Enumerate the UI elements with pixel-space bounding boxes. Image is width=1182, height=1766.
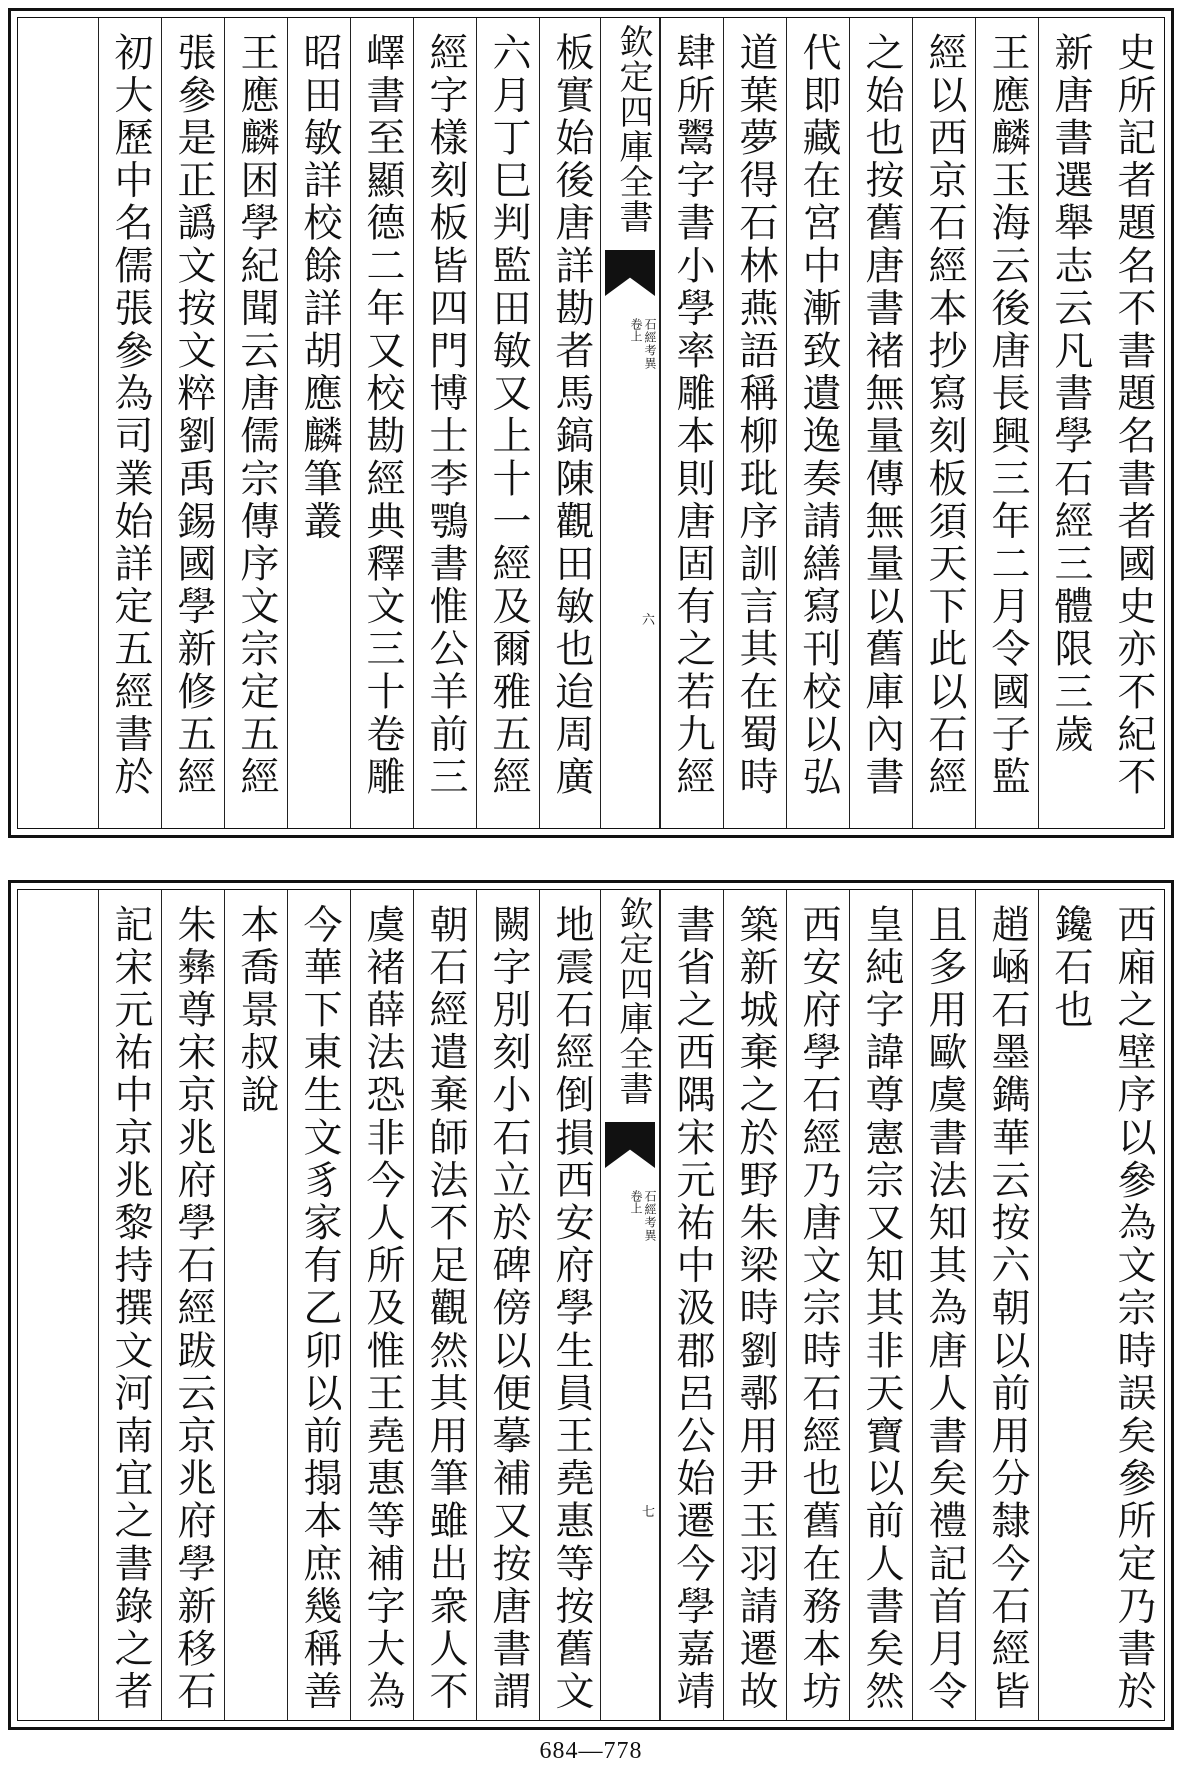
text-column: 朝石經遣棄師法不足觀然其用筆雖出衆人不 [413,890,476,1720]
gutter-title: 欽定四庫全書 [613,896,653,1106]
fish-tail-mark-icon [605,250,655,296]
center-gutter [600,890,660,1720]
bottom-page-panel [8,880,1174,1730]
text-column: 且多用歐虞書法知其為唐人書矣禮記首月令 [912,890,975,1720]
text-column: 王應麟玉海云後唐長興三年二月令國子監 [975,18,1038,828]
text-column: 代即藏在宮中漸致遺逸奏請繕寫刊校以弘 [786,18,849,828]
fish-tail-mark-icon [605,1122,655,1168]
text-column: 嶧書至顯德二年又校勘經典釋文三十卷雕 [350,18,413,828]
text-column: 朱彝尊宋京兆府學石經跋云京兆府學新移石 [161,890,224,1720]
top-page-frame [17,17,1165,829]
page-number: 684—778 [539,1738,643,1764]
gutter-volume: 卷上 [629,1190,643,1214]
text-column: 虞褚薛法恐非今人所及惟王堯惠等補字大為 [350,890,413,1720]
gutter-book-title: 石經考異 [643,1190,657,1242]
text-column: 六月丁巳判監田敏又上十一經及爾雅五經 [476,18,539,828]
gutter-title: 欽定四庫全書 [613,24,653,234]
text-column: 張參是正譌文按文粹劉禹錫國學新修五經 [161,18,224,828]
text-column: 史所記者題名不書題名書者國史亦不紀不 [1111,32,1156,799]
gutter-page-number: 七 [641,1505,655,1520]
text-column: 趙崡石墨鐫華云按六朝以前用分隸今石經皆 [975,890,1038,1720]
text-column: 之始也按舊唐書褚無量傳無量以舊庫內書 [849,18,912,828]
text-column: 本喬景叔說 [224,890,287,1720]
text-column: 鑱石也 [1038,890,1101,1720]
text-column: 西安府學石經乃唐文宗時石經也舊在務本坊 [786,890,849,1720]
text-column: 皇純字諱尊憲宗又知其非天寶以前人書矣然 [849,890,912,1720]
text-column: 地震石經倒損西安府學生員王堯惠等按舊文 [539,890,602,1720]
text-column: 闕字別刻小石立於碑傍以便摹補又按唐書謂 [476,890,539,1720]
text-column: 築新城棄之於野朱梁時劉鄩用尹玉羽請遷故 [723,890,786,1720]
text-column: 道葉夢得石林燕語稱柳玭序訓言其在蜀時 [723,18,786,828]
text-column: 經以西京石經本抄寫刻板須天下此以石經 [912,18,975,828]
text-column: 西廂之壁序以參為文宗時誤矣參所定乃書於 [1111,904,1156,1714]
center-gutter [600,18,660,828]
text-column: 昭田敏詳校餘詳胡應麟筆叢 [287,18,350,828]
text-column: 肆所鬻字書小學率雕本則唐固有之若九經 [660,18,723,828]
text-column: 經字樣刻板皆四門博士李鶚書惟公羊前三 [413,18,476,828]
text-column: 初大歷中名儒張參為司業始詳定五經書於 [98,18,161,828]
text-column: 記宋元祐中京兆黎持撰文河南宜之書錄之者 [98,890,161,1720]
text-column: 板實始後唐詳勘者馬鎬陳觀田敏也迨周廣 [539,18,602,828]
gutter-page-number: 六 [641,613,655,628]
bottom-page-frame [17,889,1165,1721]
gutter-book-title: 石經考異 [643,318,657,370]
top-page-panel [8,8,1174,838]
text-column: 書省之西隅宋元祐中汲郡呂公始遷今學嘉靖 [660,890,723,1720]
gutter-volume: 卷上 [629,318,643,342]
text-column: 新唐書選舉志云凡書學石經三體限三歲 [1038,18,1101,828]
text-column: 王應麟困學紀聞云唐儒宗傳序文宗定五經 [224,18,287,828]
text-column: 今華下東生文豸家有乙卯以前搨本庶幾稱善 [287,890,350,1720]
